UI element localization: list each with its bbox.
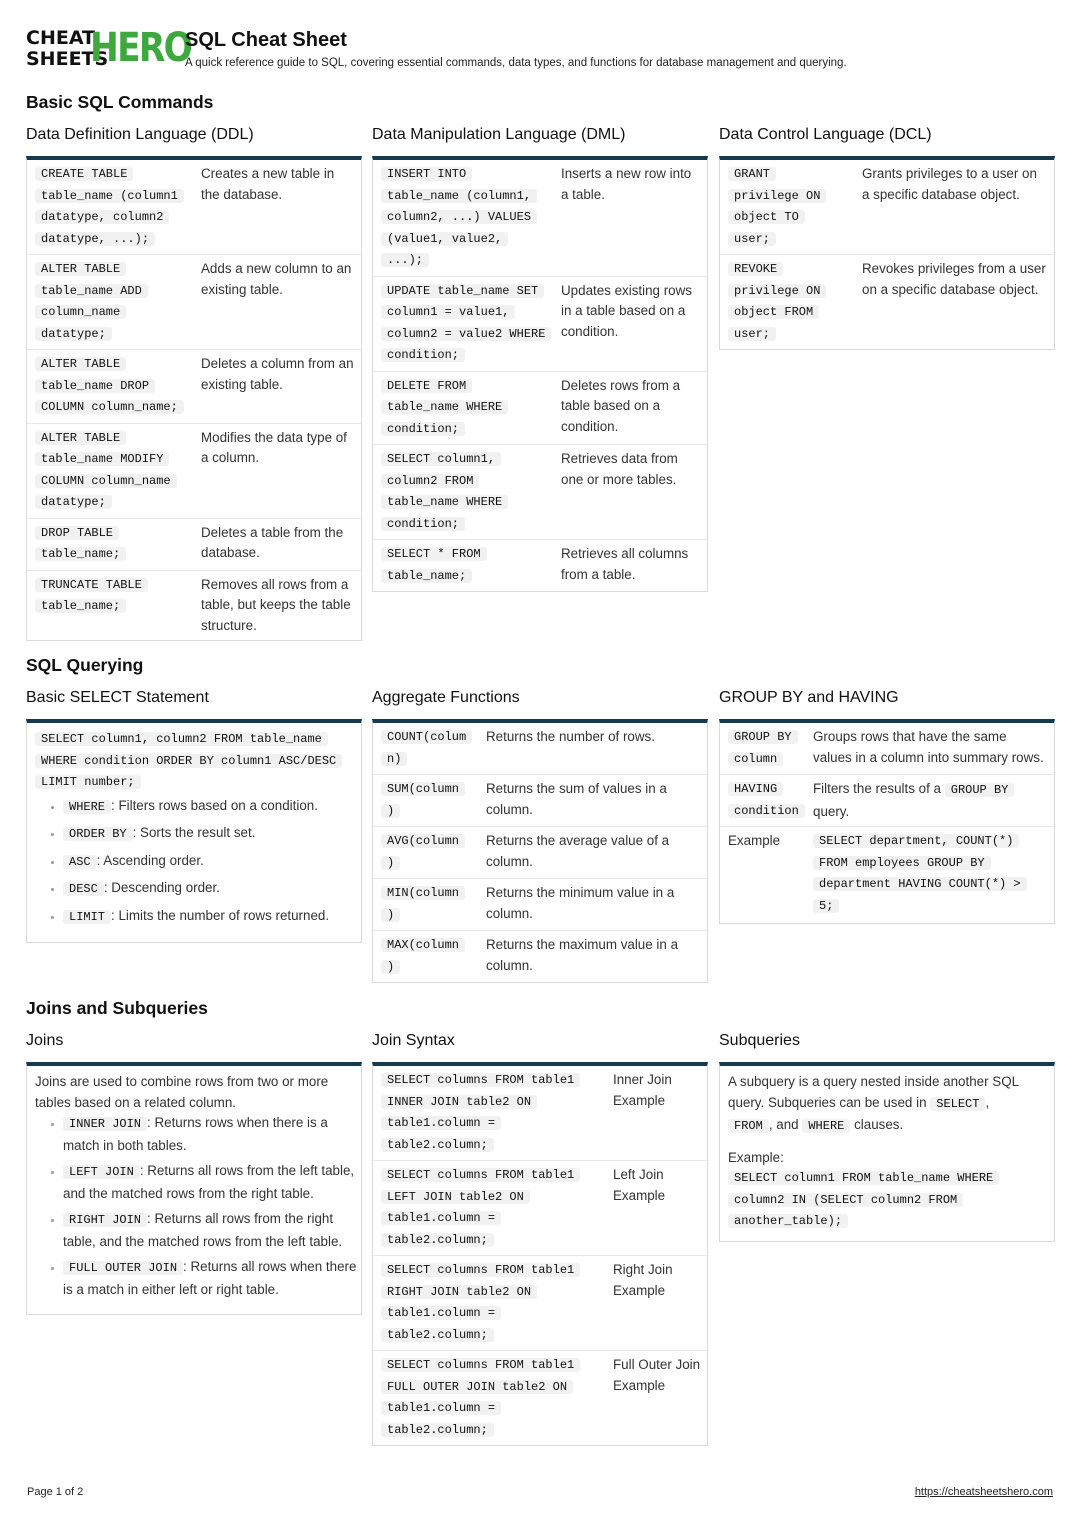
dcl-column [719,125,1055,350]
code-line: ...); [381,253,429,267]
code-cell [720,259,862,345]
code-line: SUM(column [381,782,465,796]
joins-title: Joins [26,1032,64,1049]
desc-cell: Groups rows that have the same values in a column into summary rows. [813,729,1044,765]
code-line: table_name DROP [35,379,155,393]
example-label: Example [728,833,781,848]
list-item-text: : Sorts the result set. [132,825,256,840]
list-item [63,906,361,929]
code-line: object FROM [728,305,819,319]
dcl-card [719,156,1055,350]
code-line: DROP TABLE [35,526,119,540]
desc-cell: Inserts a new row into a table. [561,166,692,202]
code-line: SELECT columns FROM table1 [381,1168,580,1182]
table-row [27,571,361,641]
code-line: table2.column; [381,1423,494,1437]
inline-code: FULL OUTER JOIN [63,1261,183,1275]
ddl-title: Data Definition Language (DDL) [26,126,254,143]
code-line: SELECT column1 FROM table_name WHERE [728,1171,999,1185]
table-row [720,255,1054,349]
code-line: table1.column = [381,1306,501,1320]
desc-cell: Revokes privileges from a user on a specific database object. [862,261,1046,297]
desc-cell: Left Join Example [613,1167,666,1203]
code-line: INNER JOIN table2 ON [381,1095,537,1109]
joinsyntax-card [372,1062,708,1446]
code-line: ALTER TABLE [35,262,126,276]
code-line: table1.column = [381,1211,501,1225]
inline-code: INNER JOIN [63,1117,147,1131]
code-line: ) [381,960,400,974]
desc-cell: Creates a new table in the database. [201,166,335,202]
page-title: SQL Cheat Sheet [185,29,347,51]
header [26,25,1056,72]
code-line: REVOKE [728,262,783,276]
select-card [26,719,362,943]
code-line: table_name ADD [35,284,148,298]
code-line: table2.column; [381,1138,494,1152]
subquery-code [720,1168,1054,1241]
inline-code: SELECT [930,1097,985,1111]
table-row [373,160,707,277]
code-line: WHERE condition ORDER BY column1 ASC/DESC [35,754,342,768]
table-row [373,827,707,879]
inline-code: ORDER BY [63,827,133,841]
code-cell [373,1355,613,1441]
code-cell [373,883,486,926]
code-line: column_name [35,305,126,319]
table-row [373,1066,707,1161]
code-line: another_table); [728,1214,848,1228]
code-line: FULL OUTER JOIN table2 ON [381,1380,573,1394]
table-row [27,160,361,255]
section-title-joins: Joins and Subqueries [26,998,208,1018]
code-cell [27,428,201,514]
code-line: GRANT [728,167,776,181]
code-line: datatype; [35,495,112,509]
page-subtitle: A quick reference guide to SQL, covering essential commands, data types, and functions for database management and querying. [185,57,847,69]
code-cell [373,831,486,874]
desc-cell: Retrieves data from one or more tables. [561,451,678,487]
table-row [373,277,707,372]
list-item [63,796,361,819]
code-line: SELECT columns FROM table1 [381,1073,580,1087]
code-line: column1 = value1, [381,305,515,319]
code-cell [27,259,201,345]
dml-card [372,156,708,592]
select-column [26,688,362,943]
joins-list [27,1113,361,1300]
inline-code: WHERE [63,800,111,814]
table-row [27,255,361,350]
code-line: n) [381,752,407,766]
code-line: CREATE TABLE [35,167,133,181]
code-line: SELECT columns FROM table1 [381,1263,580,1277]
intro-text: A subquery is a query nested inside another SQL query. Subqueries can be used in [728,1074,1019,1110]
list-item [63,1161,361,1204]
code-line: condition [728,804,805,818]
code-line: AVG(column [381,834,465,848]
list-item-text: : Ascending order. [96,852,204,868]
code-line: table_name; [35,599,126,613]
code-line: condition; [381,422,465,436]
code-line: COUNT(colum [381,730,472,744]
desc-cell [813,779,1020,822]
code-line: LEFT JOIN table2 ON [381,1190,530,1204]
list-item [63,1257,361,1300]
code-cell [373,1165,613,1251]
code-line: (value1, value2, [381,232,508,246]
code-cell [373,164,561,272]
list-item-text: : Descending order. [103,880,220,895]
code-cell [27,523,201,566]
code-line: GROUP BY [728,730,798,744]
code-cell [720,779,813,822]
groupby-card [719,719,1055,924]
logo-sheets: SHEETS [26,48,109,70]
subqueries-card [719,1062,1055,1242]
inline-code: RIGHT JOIN [63,1213,147,1227]
example-label: Example: [728,1149,784,1165]
table-row [373,1351,707,1445]
code-line: condition; [381,517,465,531]
code-line: SELECT columns FROM table1 [381,1358,580,1372]
desc-cell: Grants privileges to a user on a specific database object. [862,166,1037,202]
list-item-text: : Returns all rows from the right table, and the matched rows from the left table. [63,1211,343,1249]
code-line: UPDATE table_name SET [381,284,544,298]
desc-cell: Deletes a column from an existing table. [201,356,354,392]
code-line: privilege ON [728,189,826,203]
code-line: SELECT column1, column2 FROM table_name [35,732,328,746]
joins-card [26,1062,362,1315]
list-item [63,1209,361,1252]
code-line: table_name MODIFY [35,452,169,466]
intro-text: , [985,1094,990,1110]
desc-text: query. [813,803,850,819]
table-row [373,540,707,591]
code-line: TRUNCATE TABLE [35,578,148,592]
code-line: HAVING [728,782,783,796]
subqueries-intro [720,1066,1054,1142]
list-item [63,878,361,901]
desc-cell: Returns the maximum value in a column. [486,937,679,973]
code-line: user; [728,327,776,341]
logo[interactable] [26,25,192,71]
table-row [373,1161,707,1256]
desc-cell: Returns the number of rows. [486,729,655,744]
table-row [27,519,361,571]
code-cell [373,1260,613,1346]
joins-column [26,1031,362,1315]
code-cell [720,164,862,250]
ddl-column [26,125,362,641]
code-line: ALTER TABLE [35,357,126,371]
code-line: datatype, column2 [35,210,169,224]
code-line: column2 = value2 WHERE [381,327,551,341]
code-line: condition; [381,348,465,362]
code-cell [720,727,813,770]
desc-cell: Returns the average value of a column. [486,833,670,869]
table-row [373,775,707,827]
inline-code: WHERE [802,1119,850,1133]
ddl-card [26,156,362,641]
code-line: user; [728,232,776,246]
table-row [720,160,1054,255]
list-item-text: : Returns all rows when there is a match in either left or right table. [63,1259,357,1297]
code-line: department HAVING COUNT(*) > [813,877,1027,891]
code-line: column2, ...) VALUES [381,210,537,224]
inline-code: FROM [728,1119,769,1133]
desc-cell: Adds a new column to an existing table. [201,261,352,297]
code-line: table_name (column1 [35,189,184,203]
code-line: SELECT * FROM [381,547,487,561]
code-line: MAX(column [381,938,465,952]
logo-hero: HERO [90,25,192,71]
list-item-text: : Filters rows based on a condition. [111,797,318,813]
select-code [27,723,361,796]
code-cell [373,935,486,978]
code-cell [373,779,486,822]
groupby-title: GROUP BY and HAVING [719,689,899,706]
inline-code: LEFT JOIN [63,1165,140,1179]
desc-cell: Returns the sum of values in a column. [486,781,667,817]
desc-cell: Returns the minimum value in a column. [486,885,675,921]
table-row [720,723,1054,775]
code-line: object TO [728,210,805,224]
code-line: table_name; [35,547,126,561]
desc-cell: Updates existing rows in a table based on a condition. [561,282,692,339]
code-line: column [728,752,783,766]
desc-cell: Inner Join Example [613,1072,672,1108]
inline-code: GROUP BY [945,783,1015,797]
intro-text: clauses. [854,1117,904,1132]
code-cell [27,354,201,419]
list-item-text: : Limits the number of rows returned. [111,907,330,923]
table-row [27,350,361,424]
code-line: table_name (column1, [381,189,537,203]
code-line: FROM employees GROUP BY [813,856,991,870]
table-row [27,424,361,519]
desc-cell: Deletes a table from the database. [201,524,344,560]
code-line: table2.column; [381,1328,494,1342]
code-cell [27,575,201,637]
list-item [63,823,361,846]
code-cell [373,544,561,587]
code-line: SELECT department, COUNT(*) [813,834,1019,848]
desc-cell: Full Outer Join Example [613,1357,701,1393]
dml-title: Data Manipulation Language (DML) [372,126,626,143]
desc-cell: Modifies the data type of a column. [201,429,347,465]
list-item [63,851,361,874]
code-line: column2 IN (SELECT column2 FROM [728,1193,963,1207]
code-line: datatype, ...); [35,232,155,246]
groupby-column [719,688,1055,924]
dcl-title: Data Control Language (DCL) [719,126,932,143]
desc-cell: Deletes rows from a table based on a condition. [561,377,681,434]
code-line: RIGHT JOIN table2 ON [381,1285,537,1299]
code-line: ) [381,804,400,818]
code-line: ) [381,908,400,922]
aggregate-title: Aggregate Functions [372,689,520,706]
select-title: Basic SELECT Statement [26,689,209,706]
desc-cell: Retrieves all columns from a table. [561,546,689,582]
code-line: datatype; [35,327,112,341]
code-line: column2 FROM [381,474,479,488]
code-line: table_name WHERE [381,495,508,509]
example-code [813,831,1033,917]
desc-cell: Removes all rows from a table, but keeps the table structure. [201,576,351,633]
table-row [720,827,1054,923]
code-line: ) [381,856,400,870]
code-line: COLUMN column_name; [35,400,184,414]
code-line: SELECT column1, [381,452,501,466]
joinsyntax-column [372,1031,708,1446]
code-line: table_name WHERE [381,400,508,414]
select-list [27,796,361,929]
code-line: COLUMN column_name [35,474,177,488]
subqueries-title: Subqueries [719,1032,800,1049]
code-line: DELETE FROM [381,379,472,393]
section-title-querying: SQL Querying [26,655,144,675]
code-cell [27,164,201,250]
code-cell [373,727,486,770]
site-link[interactable]: https://cheatsheetshero.com [914,1486,1053,1498]
code-line: LIMIT number; [35,775,141,789]
code-line: table1.column = [381,1116,501,1130]
table-row [373,723,707,775]
desc-text: Filters the results of a [813,781,942,796]
dml-column [372,125,708,592]
code-line: table_name; [381,569,472,583]
inline-code: ASC [63,855,97,869]
code-line: privilege ON [728,284,826,298]
table-row [373,372,707,446]
code-cell [373,281,561,367]
table-row [373,931,707,982]
joinsyntax-title: Join Syntax [372,1032,455,1049]
code-line: 5; [813,899,839,913]
code-line: MIN(column [381,886,465,900]
inline-code: LIMIT [63,910,111,924]
table-row [720,775,1054,827]
code-line: table1.column = [381,1401,501,1415]
joins-intro: Joins are used to combine rows from two or more tables based on a related column. [35,1074,329,1110]
list-item-text: : Returns rows when there is a match in both tables. [63,1115,328,1153]
intro-text: , and [768,1117,799,1132]
code-cell [373,376,561,441]
logo-cheat: CHEAT [26,27,96,49]
table-row [373,1256,707,1351]
page-number: Page 1 of 2 [27,1486,84,1498]
aggregate-card [372,719,708,983]
desc-cell: Right Join Example [613,1262,673,1298]
inline-code: DESC [63,882,104,896]
code-line: INSERT INTO [381,167,472,181]
code-line: table2.column; [381,1233,494,1247]
table-row [373,445,707,540]
code-cell [373,1070,613,1156]
list-item-text: : Returns all rows from the left table, and the matched rows from the right table. [63,1163,355,1201]
section-title-basic: Basic SQL Commands [26,92,214,112]
list-item [63,1113,361,1156]
code-cell [373,449,561,535]
aggregate-column [372,688,708,983]
subqueries-column [719,1031,1055,1242]
table-row [373,879,707,931]
code-line: ALTER TABLE [35,431,126,445]
